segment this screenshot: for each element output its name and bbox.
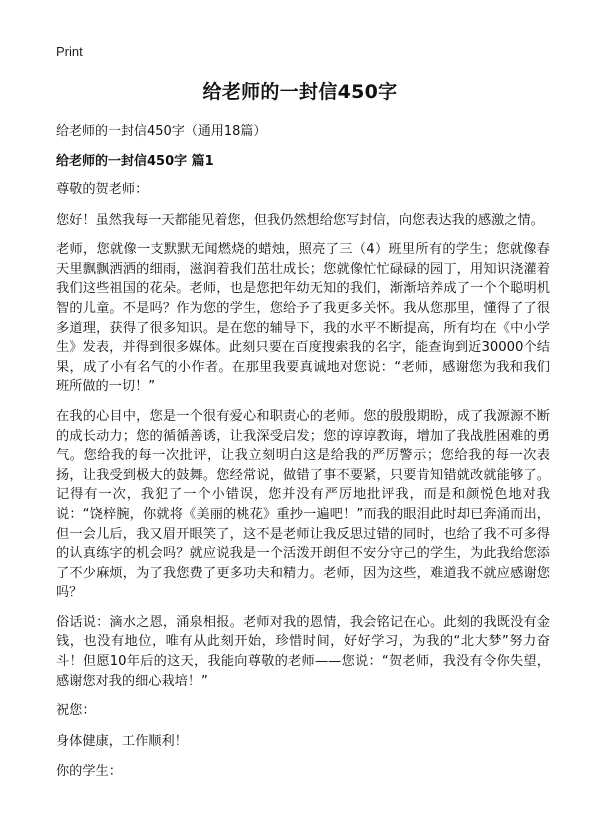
letter-paragraph: 您好！虽然我每一天都能见着您，但我仍然想给您写封信，向您表达我的感激之情。 [56,212,544,228]
letter-paragraph: 老师，您就像一支默默无闻燃烧的蜡烛，照亮了三（4）班里所有的学生；您就像春天里飘飘洒洒的细雨，滋润着我们茁壮成长；您就像忙忙碌碌的园丁，用知识浇灌着我们这些祖国的花朵。老师，也是您把年幼无知的我们，渐渐培养成了一个个聪明机智的儿童。不是吗？作为您的学生，您给予了我更多关怀。我从您那里，懂得了了很多道理，获得了很多知识。是在您的辅导下，我的水平不断提高，所有均在《中小学生》发表，并得到很多媒体。此刻只要在百度搜索我的名字，能查询到近30000个结果，成了小有名气的小作者。在那里我要真诚地对您说：“老师，感谢您为我和我们班所做的一切！” [56,242,550,395]
letter-greeting: 尊敬的贺老师： [56,182,149,197]
section-heading: 给老师的一封信450字 篇1 [56,154,214,169]
letter-signature: 你的学生： [56,764,122,780]
page-title: 给老师的一封信450字 [202,81,398,103]
letter-paragraph: 在我的心目中，您是一个很有爱心和职责心的老师。您的殷殷期盼，成了我源源不断的成长动力；您的循循善诱，让我深受启发；您的谆谆教诲，增加了我战胜困难的勇气。您给我的每一次批评，让我立刻明白这是给我的严厉警示；您给我的每一次表扬，让我受到极大的鼓舞。您经常说，做错了事不要紧，只要肯知错就改就能够了。记得有一次，我犯了一个小错误，您并没有严厉地批评我，而是和颜悦色地对我说：“饶梓腕，你就将《美丽的桃花》重抄一遍吧！”而我的眼泪此时却已奔涌而出，但一会儿后，我又眉开眼笑了，这不是老师让我反思过错的同时，也给了我不可多得的认真练字的机会吗？就应说我是一个活泼开朗但不安分守己的学生，为此我给您添了不少麻烦，为了我您费了更多功夫和精力。老师，因为这些，难道我不就应感谢您吗？ [56,408,550,601]
document-subtitle: 给老师的一封信450字（通用18篇） [56,124,267,139]
print-link[interactable]: Print [56,44,83,59]
letter-body [56,180,550,793]
letter-closing: 祝您： [56,703,96,719]
letter-paragraph: 俗话说：滴水之恩，涌泉相报。老师对我的恩情，我会铭记在心。此刻的我既没有金钱，也没有地位，唯有从此刻开始，珍惜时间，好好学习，为我的“北大梦”努力奋斗！但愿10年后的这天，我能向尊敬的老师——您说：“贺老师，我没有令你失望，感谢您对我的细心栽培！” [56,614,550,689]
letter-wish: 身体健康，工作顺利！ [56,733,188,749]
